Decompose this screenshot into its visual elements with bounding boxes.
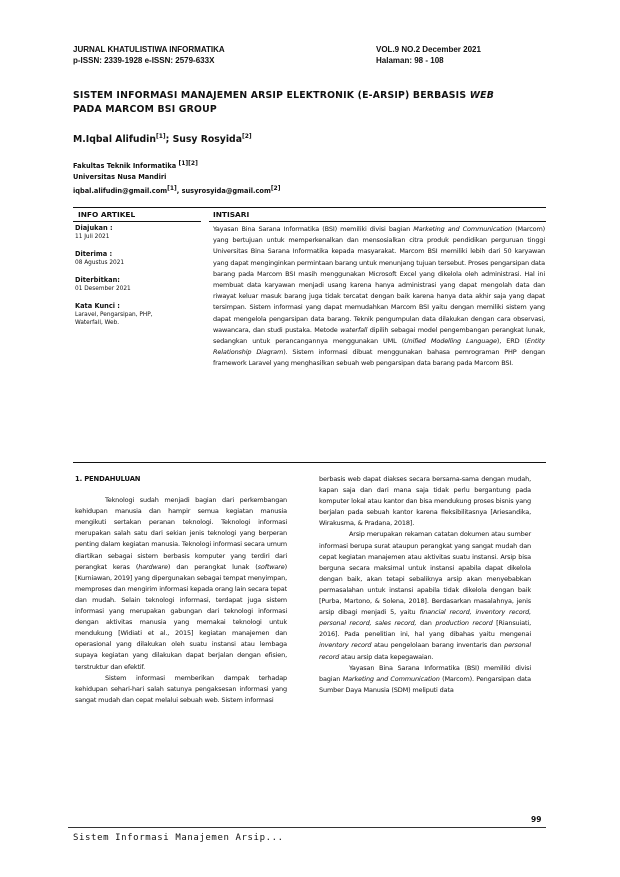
abstract-part: (Marcom) yang bertujuan untuk memperkenalkan dan mensosialkan citra produk pendidikan perguruan tinggi Universitas Bina Sarana Informatika kepada masyarakat. Marcom BSI memiliki lebih dari 50 karyawan yang dapat menginginkan permintaan barang untuk menunjang tujuan tersebut. Proses pengarsipan data barang pada Marcom BSI masih menggunakan Microsoft Excel yang dikelola oleh administrasi. Hal ini membuat data karyawan menjadi usang karena hanya administrasi yang dapat mengolah data dan riwayat keluar masuk barang juga tidak tercatat dengan baik karena hanya data akhir saja yang dapat tersimpan. Sistem informasi yang dapat memudahkan Marcom BSI yaitu dengan memiliki sistem yang dapat mengelola pengarsipan data barang. Teknik pengumpulan data dilakukan dengan cara observasi, wawancara, dan studi pustaka. Metode	[213, 225, 546, 334]
author-separator: ; Susy Rosyida	[165, 134, 242, 146]
body-column-right	[319, 474, 531, 696]
text-italic: production record	[435, 619, 493, 628]
journal-name: JURNAL KHATULISTIWA INFORMATIKA	[73, 45, 225, 54]
text-run: ) dan perangkat lunak (	[167, 562, 258, 571]
faculty-ref: [1][2]	[178, 160, 198, 167]
text-italic: hardware	[138, 562, 168, 571]
text-run: dan	[419, 619, 432, 628]
running-title: Sistem Informasi Manajemen Arsip...	[73, 833, 284, 843]
text-run: atau arsip data kepegawaian.	[341, 652, 434, 661]
received-date: 11 Juli 2021	[75, 234, 110, 240]
paragraph	[319, 663, 531, 696]
abstract-italic: Marketing and Communication	[413, 225, 512, 233]
email-1[interactable]: iqbal.alifudin@gmail.com	[73, 187, 168, 196]
keywords-line-1: Laravel, Pengarsipan, PHP,	[75, 312, 153, 318]
text-italic: financial record, inventory record, personal record, sales record,	[319, 608, 531, 628]
affiliation-block	[73, 158, 280, 197]
paragraph	[75, 495, 287, 673]
journal-issn: p-ISSN: 2339-1928 e-ISSN: 2579-633X	[73, 56, 215, 65]
text-italic: Marketing and Communication	[342, 674, 440, 683]
published-label: Diterbitkan:	[75, 276, 120, 284]
email-2-ref: [2]	[270, 185, 281, 193]
text-run: atau pengelolaan barang inventaris dan	[373, 641, 502, 650]
text-run: Arsip merupakan rekaman catatan dokumen atau sumber informasi berupa surat ataupun perangkat yang sangat mudah dan cepat kegiatan manajemen atau aktivitas suatu instansi. Arsip bisa berguna secara maksimal untuk instansi apabila dapat dikelola dengan baik, akan tetapi sebaliknya arsip akan menyebabkan permasalahan untuk instansi apabila tidak dikelola dengan baik [Purba, Martono, & Solena, 2018]. Berdasarkan masalahnya, jenis arsip dibagi menjadi 5, yaitu	[319, 530, 531, 617]
text-italic: personal record	[319, 641, 532, 661]
accepted-label: Diterima :	[75, 250, 113, 258]
table-top-rule	[73, 207, 546, 208]
info-heading-rule	[73, 221, 201, 222]
article-metadata	[75, 224, 200, 336]
paragraph	[319, 529, 531, 662]
published-date: 01 Desember 2021	[75, 286, 131, 292]
keywords-line-2: Waterfall, Web.	[75, 320, 120, 326]
abstract-text	[213, 224, 545, 370]
abstract-part: ). Sistem informasi dibuat menggunakan bahasa pemrograman PHP dengan framework Laravel yang menghasilkan sebuah web pengarsipan data barang pada Marcom BSI.	[213, 348, 546, 368]
text-run: ) [Kurniawan, 2019] yang dipergunakan sebagai tempat menyimpan, memproses dan mengirim informasi kepada orang lain secara tepat dan mudah. Selain teknologi informasi, terdapat juga sistem informasi yang merupakan gabungan dari teknologi informasi dengan aktivitas manusia yang memakai teknologi untuk mendukung [Widiati et al., 2015] kegiatan manajemen dan operasional yang dilakukan oleh suatu instansi atau lembaga supaya kegiatan yang dilakukan dapat berjalan dengan efisien, terstruktur dan efektif.	[75, 562, 287, 671]
received-label: Diajukan :	[75, 224, 113, 232]
abstract-heading: INTISARI	[213, 210, 250, 219]
author-2-ref: [2]	[241, 133, 252, 140]
abstract-italic: Entity Relationship Diagram	[213, 337, 545, 357]
info-heading: INFO ARTIKEL	[78, 210, 136, 219]
text-run: [Riansuiati, 2016]. Pada penelitian ini, hal yang dibahas yaitu mengenai	[319, 619, 531, 639]
journal-header-left	[73, 44, 225, 66]
title-italic: WEB	[469, 90, 494, 101]
title-line2: PADA MARCOM BSI GROUP	[73, 104, 217, 115]
abstract-part: Yayasan Bina Sarana Informatika (BSI) memiliki divisi bagian	[213, 225, 411, 233]
paragraph: Sistem informasi memberikan dampak terhadap kehidupan sehari-hari salah satunya pengaksesan informasi yang sangat mudah dan cepat melalui sebuah web. Sistem informasi	[75, 673, 287, 704]
abstract-italic: waterfall	[340, 325, 368, 334]
journal-header-right	[376, 44, 481, 66]
faculty: Fakultas Teknik Informatika	[73, 162, 177, 171]
text-italic: software	[257, 562, 285, 571]
accepted-date: 08 Agustus 2021	[75, 260, 125, 266]
author-1-ref: [1]	[155, 133, 166, 140]
email-2[interactable]: , susyrosyida@gmail.com	[176, 187, 271, 196]
paper-title	[73, 89, 553, 117]
title-main: SISTEM INFORMASI MANAJEMEN ARSIP ELEKTRONIK (E-ARSIP) BERBASIS	[73, 90, 467, 101]
footer-rule	[68, 827, 546, 828]
text-run: (Marcom). Pengarsipan data Sumber Daya Manusia (SDM) meliputi data	[319, 674, 532, 694]
email-1-ref: [1]	[167, 185, 177, 193]
author-list	[73, 133, 252, 145]
author-1: M.Iqbal Alifudin	[73, 134, 156, 146]
table-bottom-rule	[73, 462, 546, 463]
abstract-part: ), ERD (	[496, 337, 527, 346]
abstract-part: dipilih sebagai model pengembangan perangkat lunak, sedangkan untuk perancangannya menggunakan UML (	[213, 325, 545, 346]
page-number: 99	[531, 815, 542, 824]
university: Universitas Nusa Mandiri	[73, 173, 167, 182]
journal-pages: Halaman: 98 - 108	[376, 56, 444, 65]
abstract-heading-rule	[209, 221, 546, 222]
text-italic: inventory record	[319, 641, 372, 650]
section-heading: 1. PENDAHULUAN	[75, 475, 141, 483]
paragraph: berbasis web dapat diakses secara bersama-sama dengan mudah, kapan saja dan dari mana saja tidak perlu bergantung pada komputer lokal atau kantor dan bisa mendukung proses bisnis yang berjalan pada sebuah kantor karena fleksibilitasnya [Ariesandika, Wirakusma, & Pradana, 2018].	[319, 475, 531, 528]
body-column-left	[75, 474, 287, 706]
text-run: Yayasan Bina Sarana Informatika (BSI) memiliki divisi bagian	[319, 663, 531, 683]
abstract-italic: Unified Modelling Language	[404, 337, 497, 346]
keywords-label: Kata Kunci :	[75, 302, 120, 310]
text-run: Teknologi sudah menjadi bagian dari perkembangan kehidupan manusia dan hampir semua kegiatan manusia mengikuti sertakan peranan teknologi. Teknologi informasi merupakan salah satu dari sekian jenis teknologi yang berperan penting dalam kegiatan manusia. Teknologi informasi secara umum diartikan sebagai sistem berbasis komputer yang terdiri dari perangkat keras (	[75, 496, 287, 571]
journal-volume: VOL.9 NO.2 December 2021	[376, 45, 481, 54]
